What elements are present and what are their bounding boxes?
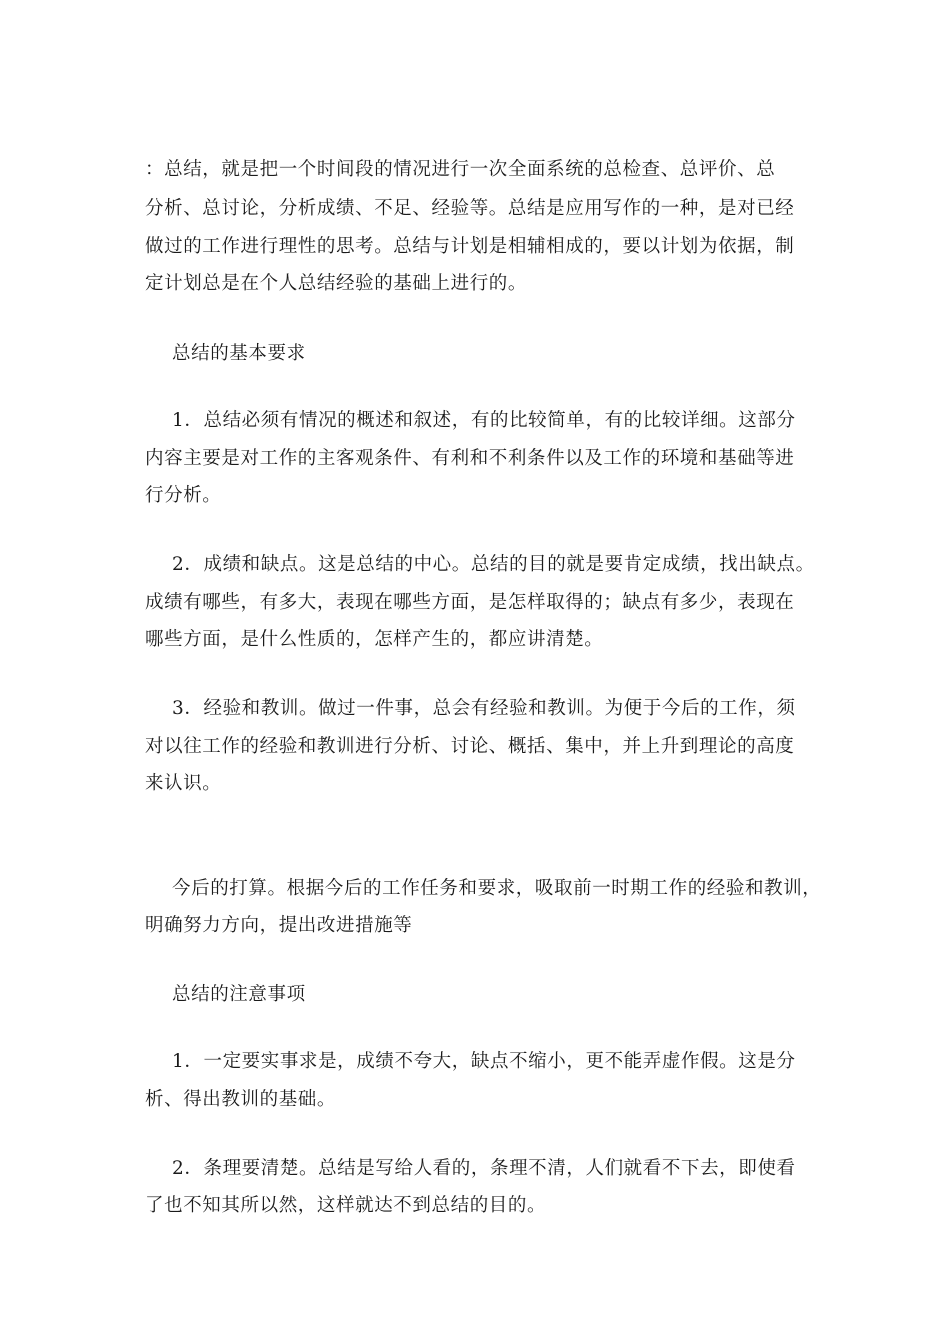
item3-line-3: 来认识。 [145,773,222,794]
item2-line-1: 2．成绩和缺点。这是总结的中心。总结的目的就是要肯定成绩，找出缺点。 [172,554,815,575]
item3-line-1: 3．经验和教训。做过一件事，总会有经验和教训。为便于今后的工作，须 [172,698,796,719]
item3-line-2: 对以往工作的经验和教训进行分析、讨论、概括、集中，并上升到理论的高度 [145,736,795,757]
item1-line-1: 1．总结必须有情况的概述和叙述，有的比较简单，有的比较详细。这部分 [172,410,796,431]
plans-line-2: 明确努力方向，提出改进措施等 [145,915,413,936]
note1-line-1: 1．一定要实事求是，成绩不夸大，缺点不缩小，更不能弄虚作假。这是分 [172,1051,796,1072]
plans-line-1: 今后的打算。根据今后的工作任务和要求，吸取前一时期工作的经验和教训， [172,878,822,899]
heading-requirements: 总结的基本要求 [172,343,306,364]
note2-line-2: 了也不知其所以然，这样就达不到总结的目的。 [145,1195,547,1216]
intro-line-1: ：总结，就是把一个时间段的情况进行一次全面系统的总检查、总评价、总 [145,159,776,180]
intro-line-4: 定计划总是在个人总结经验的基础上进行的。 [145,273,528,294]
item2-line-2: 成绩有哪些，有多大，表现在哪些方面，是怎样取得的；缺点有多少，表现在 [145,592,795,613]
intro-line-2: 分析、总讨论，分析成绩、不足、经验等。总结是应用写作的一种，是对已经 [145,198,795,219]
intro-line-3: 做过的工作进行理性的思考。总结与计划是相辅相成的，要以计划为依据，制 [145,236,795,257]
note1-line-2: 析、得出教训的基础。 [145,1089,337,1110]
item1-line-2: 内容主要是对工作的主客观条件、有利和不利条件以及工作的环境和基础等进 [145,448,795,469]
heading-notes: 总结的注意事项 [172,984,306,1005]
item2-line-3: 哪些方面，是什么性质的，怎样产生的，都应讲清楚。 [145,629,604,650]
item1-line-3: 行分析。 [145,485,222,506]
note2-line-1: 2．条理要清楚。总结是写给人看的，条理不清，人们就看不下去，即使看 [172,1158,796,1179]
